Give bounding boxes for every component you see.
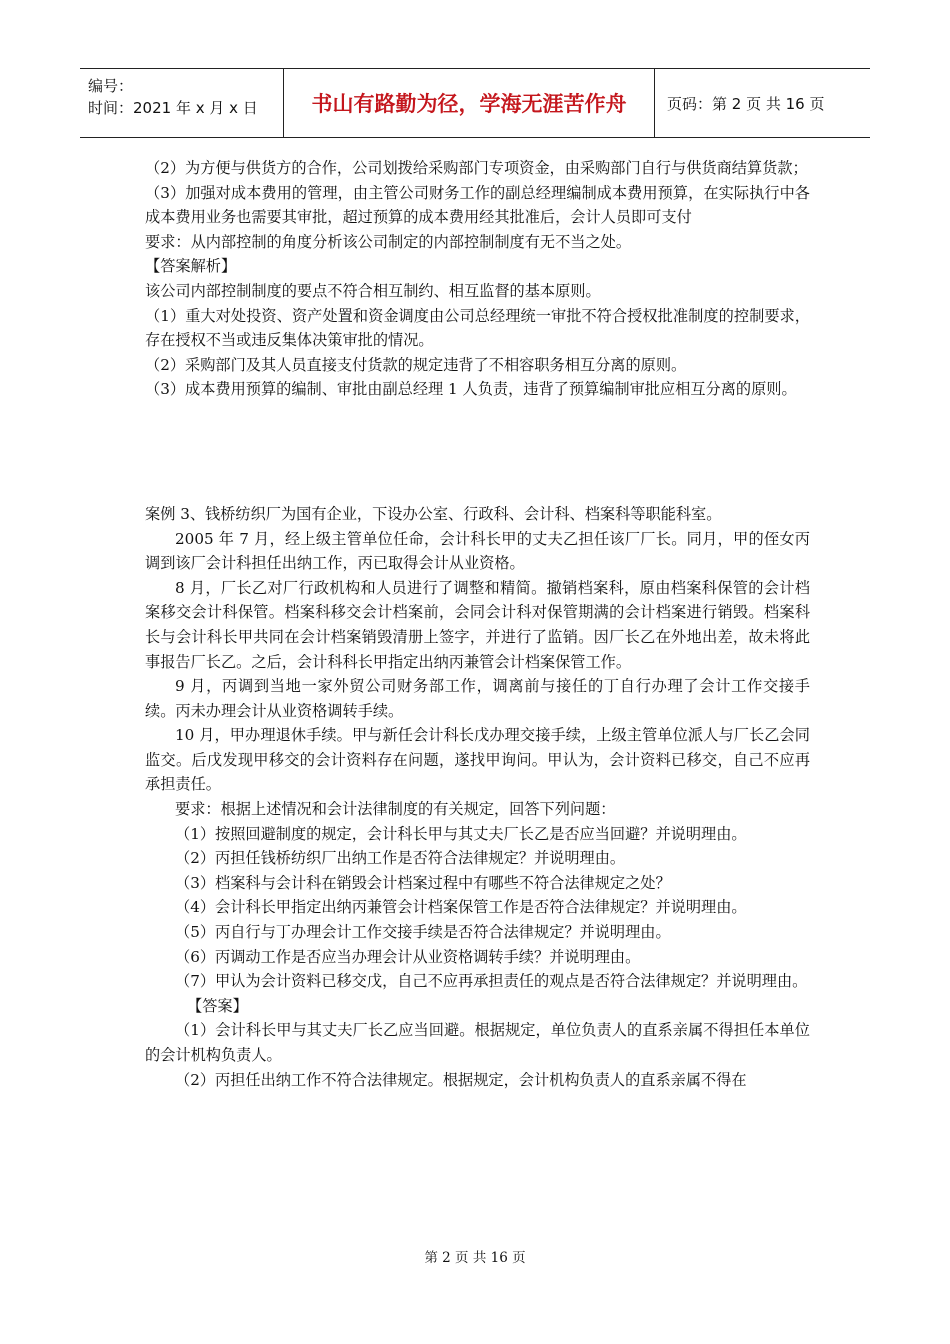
answer-item: （2）丙担任出纳工作不符合法律规定。根据规定，会计机构负责人的直系亲属不得在 (175, 1070, 747, 1089)
paragraph: 该公司内部控制制度的要点不符合相互制约、相互监督的基本原则。 (145, 281, 601, 300)
answer-heading: 【答案】 (187, 996, 248, 1015)
paragraph: 8 月，厂长乙对厂行政机构和人员进行了调整和精简。撤销档案科，原由档案科保管的会计档案移交会计科保管。档案科移交会计档案前，会同会计科对保管期满的会计档案进行销毁。档案科长与会计科长甲共同在会计档案销毁清册上签字，并进行了监销。因厂长乙在外地出差，故未将此事报告厂长乙。之后，会计科科长甲指定出纳丙兼管会计档案保管工作。 (145, 578, 810, 671)
header-page-info: 页码：第 2 页 共 16 页 (667, 94, 825, 113)
document-body (145, 156, 810, 1092)
question-item: （6）丙调动工作是否应当办理会计从业资格调转手续？并说明理由。 (175, 947, 641, 966)
question-item: （4）会计科长甲指定出纳丙兼管会计档案保管工作是否符合法律规定？并说明理由。 (175, 898, 747, 917)
spacer (145, 402, 810, 502)
header-meta (80, 69, 284, 137)
question-item: （3）档案科与会计科在销毁会计档案过程中有哪些不符合法律规定之处？ (175, 873, 671, 892)
question-item: （2）丙担任钱桥纺织厂出纳工作是否符合法律规定？并说明理由。 (175, 849, 626, 868)
section-heading: 【答案解析】 (145, 257, 237, 276)
paragraph: （2）采购部门及其人员直接支付货款的规定违背了不相容职务相互分离的原则。 (145, 355, 687, 374)
answer-item: （1）会计科长甲与其丈夫厂长乙应当回避。根据规定，单位负责人的直系亲属不得担任本单位的会计机构负责人。 (145, 1021, 810, 1064)
question-item: （5）丙自行与丁办理会计工作交接手续是否符合法律规定？并说明理由。 (175, 923, 671, 942)
header-motto: 书山有路勤为径，学海无涯苦作舟 (284, 69, 655, 137)
paragraph: 要求：根据上述情况和会计法律制度的有关规定，回答下列问题： (175, 800, 616, 819)
paragraph: （3）成本费用预算的编制、审批由副总经理 1 人负责，违背了预算编制审批应相互分离的原则。 (145, 380, 797, 399)
paragraph: （2）为方便与供货方的合作，公司划拨给采购部门专项资金，由采购部门自行与供货商结算货款； (145, 159, 808, 177)
time-label: 时间：2021 年 x 月 x 日 (88, 99, 258, 117)
page-header (80, 68, 870, 138)
case-title: 案例 3、钱桥纺织厂为国有企业，下设办公室、行政科、会计科、档案科等职能科室。 (145, 504, 722, 523)
paragraph: （1）重大对处投资、资产处置和资金调度由公司总经理统一审批不符合授权批准制度的控制要求，存在授权不当或违反集体决策审批的情况。 (145, 306, 810, 350)
paragraph: 2005 年 7 月，经上级主管单位任命，会计科长甲的丈夫乙担任该厂厂长。同月，甲的侄女丙调到该厂会计科担任出纳工作，丙已取得会计从业资格。 (145, 529, 810, 573)
page-footer: 第 2 页 共 16 页 (424, 1250, 526, 1266)
paragraph: 10 月，甲办理退休手续。甲与新任会计科长戊办理交接手续，上级主管单位派人与厂长乙会同监交。后戊发现甲移交的会计资料存在问题，遂找甲询问。甲认为，会计资料已移交，自己不应再承担责任。 (145, 726, 810, 794)
paragraph: 9 月，丙调到当地一家外贸公司财务部工作，调离前与接任的丁自行办理了会计工作交接手续。丙未办理会计从业资格调转手续。 (145, 677, 810, 720)
question-item: （7）甲认为会计资料已移交戊，自己不应再承担责任的观点是否符合法律规定？并说明理由。 (175, 972, 808, 991)
question-item: （1）按照回避制度的规定，会计科长甲与其丈夫厂长乙是否应当回避？并说明理由。 (175, 824, 747, 843)
number-label: 编号： (88, 77, 134, 95)
paragraph: 要求：从内部控制的角度分析该公司制定的内部控制制度有无不当之处。 (145, 232, 631, 251)
paragraph: （3）加强对成本费用的管理，由主管公司财务工作的副总经理编制成本费用预算，在实际执行中各成本费用业务也需要其审批，超过预算的成本费用经其批准后，会计人员即可支付 (145, 183, 810, 227)
